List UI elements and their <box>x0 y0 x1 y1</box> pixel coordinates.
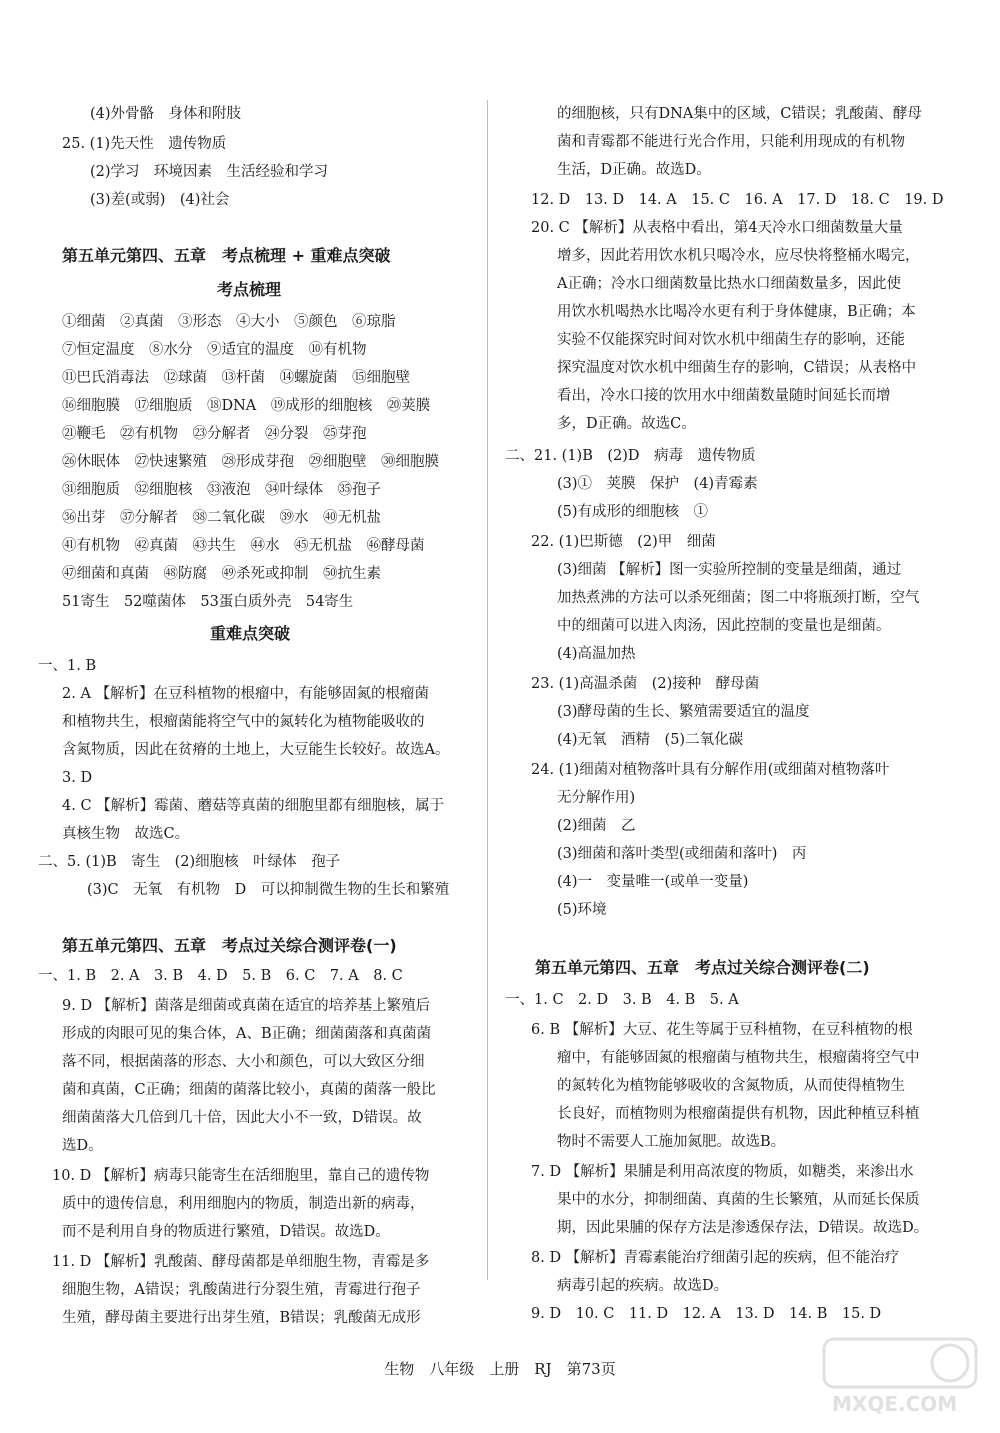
answer-line: (4)无氧 酒精 (5)二氧化碳 <box>557 732 744 748</box>
answer-line: 6. B 【解析】大豆、花生等属于豆科植物，在豆科植物的根 <box>531 1022 913 1038</box>
answer-line: 3. D <box>62 770 93 786</box>
section-heading: 考点梳理 <box>217 280 282 299</box>
answer-line: 看出，冷水口接的饮用水中细菌数量随时间延长而增 <box>557 388 891 404</box>
answer-line: ㊱出芽 ㊲分解者 ㊳二氧化碳 ㊴水 ㊵无机盐 <box>62 510 381 526</box>
answer-line: (3)① 荚膜 保护 (4)青霉素 <box>557 476 758 492</box>
answer-line: (5)有成形的细胞核 ① <box>557 504 709 520</box>
column-divider <box>487 100 488 1280</box>
svg-text:MXQE.COM: MXQE.COM <box>832 1392 958 1416</box>
answer-line: ㊼细菌和真菌 ㊽防腐 ㊾杀死或抑制 ㊿抗生素 <box>62 566 381 582</box>
answer-line: 质中的遗传信息，利用细胞内的物质，制造出新的病毒， <box>62 1196 425 1212</box>
answer-line: ⑪巴氏消毒法 ⑫球菌 ⑬杆菌 ⑭螺旋菌 ⑮细胞壁 <box>62 370 410 386</box>
answer-line: (3)差(或弱) (4)社会 <box>90 192 230 208</box>
answer-line: 形成的肉眼可见的集合体，A、B正确；细菌菌落和真菌菌 <box>62 1026 432 1042</box>
answer-line: 一、1. C 2. D 3. B 4. B 5. A <box>505 992 739 1008</box>
section-heading: 第五单元第四、五章 考点过关综合测评卷(一) <box>62 936 397 955</box>
answer-line: 51寄生 52噬菌体 53蛋白质外壳 54寄生 <box>62 594 354 610</box>
answer-line: ㉑鞭毛 ㉒有机物 ㉓分解者 ㉔分裂 ㉕芽孢 <box>62 426 367 442</box>
section-heading: 第五单元第四、五章 考点过关综合测评卷(二) <box>535 958 870 977</box>
answer-line: 25. (1)先天性 遗传物质 <box>62 136 227 152</box>
answer-line: 增多，因此若用饮水机只喝冷水，应尽快将整桶水喝完， <box>557 248 920 264</box>
answer-line: 二、21. (1)B (2)D 病毒 遗传物质 <box>505 448 756 464</box>
answer-line: 12. D 13. D 14. A 15. C 16. A 17. D 18. C 19. D <box>531 192 944 208</box>
answer-line: 细胞生物，A错误；乳酸菌进行分裂生殖，青霉进行孢子 <box>62 1282 421 1298</box>
answer-line: 用饮水机喝热水比喝冷水更有利于身体健康，B正确；本 <box>557 304 916 320</box>
answer-line: 多，D正确。故选C。 <box>557 416 696 432</box>
answer-line: 落不同，根据菌落的形态、大小和颜色，可以大致区分细 <box>62 1054 425 1070</box>
answer-line: 加热煮沸的方法可以杀死细菌；图二中将瓶颈打断，空气 <box>557 590 920 606</box>
answer-line: (3)细菌 【解析】图一实验所控制的变量是细菌，通过 <box>557 562 902 578</box>
answer-line: 含氮物质，因此在贫瘠的土地上，大豆能生长较好。故选A。 <box>62 742 450 758</box>
answer-line: 无分解作用) <box>557 790 636 806</box>
answer-line: (3)C 无氧 有机物 D 可以抑制微生物的生长和繁殖 <box>87 882 450 898</box>
page-footer: 生物 八年级 上册 RJ 第73页 <box>384 1360 616 1378</box>
answer-line: ㉖休眠体 ㉗快速繁殖 ㉘形成芽孢 ㉙细胞壁 ㉚细胞膜 <box>62 454 439 470</box>
answer-line: 探究温度对饮水机中细菌生存的影响，C错误；从表格中 <box>557 360 917 376</box>
answer-line: 果中的水分，抑制细菌、真菌的生长繁殖，从而延长保质 <box>557 1192 920 1208</box>
answer-line: 物时不需要人工施加氮肥。故选B。 <box>557 1134 786 1150</box>
answer-line: 4. C 【解析】霉菌、蘑菇等真菌的细胞里都有细胞核，属于 <box>62 798 445 814</box>
answer-line: ㉛细胞质 ㉜细胞核 ㉝液泡 ㉞叶绿体 ㉟孢子 <box>62 482 381 498</box>
answer-line: ㊶有机物 ㊷真菌 ㊸共生 ㊹水 ㊺无机盐 ㊻酵母菌 <box>62 538 425 554</box>
answer-line: 的细胞核，只有DNA集中的区域，C错误；乳酸菌、酵母 <box>557 106 922 122</box>
answer-line: 菌和青霉都不能进行光合作用，只能利用现成的有机物 <box>557 134 905 150</box>
answer-line: 的氮转化为植物能够吸收的含氮物质，从而使得植物生 <box>557 1078 905 1094</box>
answer-line: 20. C 【解析】从表格中看出，第4天冷水口细菌数量大量 <box>531 220 903 236</box>
answer-line: (4)高温加热 <box>557 646 636 662</box>
answer-line: (3)酵母菌的生长、繁殖需要适宜的温度 <box>557 704 810 720</box>
answer-line: 中的细菌可以进入肉汤，因此控制的变量也是细菌。 <box>557 618 891 634</box>
answer-line: 生活，D正确。故选D。 <box>557 162 711 178</box>
answer-line: ⑯细胞膜 ⑰细胞质 ⑱DNA ⑲成形的细胞核 ⑳荚膜 <box>62 398 431 414</box>
answer-line: ①细菌 ②真菌 ③形态 ④大小 ⑤颜色 ⑥琼脂 <box>62 314 396 330</box>
answer-line: (4)一 变量唯一(或单一变量) <box>557 874 749 890</box>
answer-line: A正确；冷水口细菌数量比热水口细菌数量多，因此使 <box>557 276 901 292</box>
section-heading: 第五单元第四、五章 考点梳理 + 重难点突破 <box>62 246 391 265</box>
answer-line: 24. (1)细菌对植物落叶具有分解作用(或细菌对植物落叶 <box>531 762 890 778</box>
answer-line: (3)细菌和落叶类型(或细菌和落叶) 丙 <box>557 846 807 862</box>
answer-line: 9. D 【解析】菌落是细菌或真菌在适宜的培养基上繁殖后 <box>62 998 431 1014</box>
answer-line: 病毒引起的疾病。故选D。 <box>557 1278 729 1294</box>
answer-line: 实验不仅能探究时间对饮水机中细菌生存的影响，还能 <box>557 332 905 348</box>
answer-line: 瘤中，有能够固氮的根瘤菌与植物共生，根瘤菌将空气中 <box>557 1050 920 1066</box>
answer-line: (4)外骨骼 身体和附肢 <box>90 106 242 122</box>
answer-line: 一、1. B <box>38 658 97 674</box>
answer-line: 和植物共生，根瘤菌能将空气中的氮转化为植物能吸收的 <box>62 714 425 730</box>
answer-line: 细菌菌落大几倍到几十倍，因此大小不一致，D错误。故 <box>62 1110 422 1126</box>
answer-line: 22. (1)巴斯德 (2)甲 细菌 <box>531 534 716 550</box>
answer-line: 一、1. B 2. A 3. B 4. D 5. B 6. C 7. A 8. C <box>38 968 403 984</box>
answer-line: 真核生物 故选C。 <box>62 826 190 842</box>
answer-line: ⑦恒定温度 ⑧水分 ⑨适宜的温度 ⑩有机物 <box>62 342 367 358</box>
answer-line: (2)细菌 乙 <box>557 818 636 834</box>
section-heading: 重难点突破 <box>210 624 291 643</box>
answer-line: 而不是利用自身的物质进行繁殖，D错误。故选D。 <box>62 1224 390 1240</box>
answer-line: 二、5. (1)B 寄生 (2)细胞核 叶绿体 孢子 <box>38 854 341 870</box>
answer-line: 23. (1)高温杀菌 (2)接种 酵母菌 <box>531 676 760 692</box>
answer-line: 9. D 10. C 11. D 12. A 13. D 14. B 15. D <box>531 1306 882 1322</box>
answer-line: 生殖，酵母菌主要进行出芽生殖，B错误；乳酸菌无成形 <box>62 1310 421 1326</box>
answer-line: (2)学习 环境因素 生活经验和学习 <box>90 164 329 180</box>
answer-line: 菌和真菌，C正确；细菌的菌落比较小，真菌的菌落一般比 <box>62 1082 436 1098</box>
answer-line: 10. D 【解析】病毒只能寄生在活细胞里，靠自己的遗传物 <box>52 1168 430 1184</box>
answer-line: (5)环境 <box>557 902 607 918</box>
answer-line: 期，因此果脯的保存方法是渗透保存法，D错误。故选D。 <box>557 1220 929 1236</box>
watermark-logo <box>820 1335 980 1420</box>
answer-line: 8. D 【解析】青霉素能治疗细菌引起的疾病，但不能治疗 <box>531 1250 900 1266</box>
answer-line: 11. D 【解析】乳酸菌、酵母菌都是单细胞生物，青霉是多 <box>52 1254 430 1270</box>
answer-line: 选D。 <box>62 1138 103 1154</box>
answer-line: 长良好，而植物则为根瘤菌提供有机物，因此种植豆科植 <box>557 1106 920 1122</box>
answer-line: 7. D 【解析】果脯是利用高浓度的物质，如糖类，来渗出水 <box>531 1164 914 1180</box>
answer-line: 2. A 【解析】在豆科植物的根瘤中，有能够固氮的根瘤菌 <box>62 686 430 702</box>
